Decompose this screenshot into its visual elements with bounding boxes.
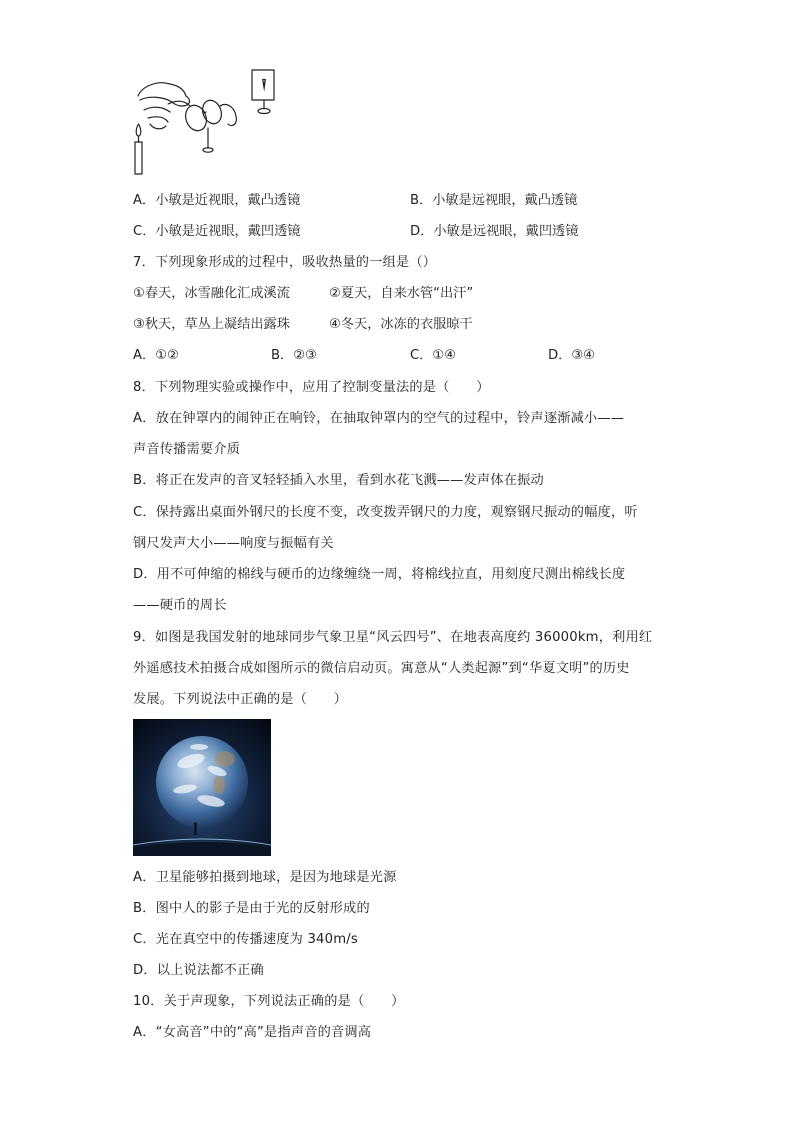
q9-option-d: D．以上说法都不正确 [133,963,264,978]
q9-option-a: A．卫星能够拍摄到地球，是因为地球是光源 [133,870,397,885]
q7-item-4: ④冬天，冰冻的衣服晾干 [329,317,473,332]
earth-satellite-image [133,719,271,856]
q7-item-3: ③秋天，草丛上凝结出露珠 [133,317,290,332]
q8-line: 钢尺发声大小——响度与振幅有关 [133,536,334,551]
q7-option-d: D．③④ [548,348,595,363]
q6-option-b: B．小敏是远视眼，戴凸透镜 [410,193,578,208]
q8-stem: 8．下列物理实验或操作中，应用了控制变量法的是（ ） [133,380,490,395]
q6-option-a: A．小敏是近视眼，戴凸透镜 [133,193,301,208]
q7-option-a: A．①② [133,348,179,363]
q9-stem-line: 9．如图是我国发射的地球同步气象卫星“风云四号”、在地表高度约 36000km，利用红 [133,630,653,645]
q6-option-d: D．小敏是远视眼，戴凹透镜 [410,224,579,239]
q7-option-b: B．②③ [271,348,317,363]
q7-option-c: C．①④ [410,348,457,363]
q8-line: B．将正在发声的音叉轻轻插入水里，看到水花飞溅——发声体在振动 [133,473,544,488]
q8-line: C．保持露出桌面外钢尺的长度不变，改变拨弄钢尺的力度，观察钢尺振动的幅度，听 [133,505,638,520]
q9-option-c: C．光在真空中的传播速度为 340m/s [133,932,358,947]
q9-stem-line: 外遥感技术拍摄合成如图所示的微信启动页。寓意从“人类起源”到“华夏文明”的历史 [133,661,630,676]
q8-line: 声音传播需要介质 [133,442,241,457]
q7-item-2: ②夏天，自来水管“出汗” [329,286,474,301]
q7-item-1: ①春天，冰雪融化汇成溪流 [133,286,290,301]
q7-stem: 7．下列现象形成的过程中，吸收热量的一组是（） [133,255,437,270]
q10-option-a: A．“女高音”中的“高”是指声音的音调高 [133,1025,372,1040]
q9-option-b: B．图中人的影子是由于光的反射形成的 [133,901,370,916]
q8-line: A．放在钟罩内的闹钟正在响铃，在抽取钟罩内的空气的过程中，铃声逐渐减小—— [133,411,625,426]
q9-stem-line: 发展。下列说法中正确的是（ ） [133,692,348,707]
q8-line: ——硬币的周长 [133,598,227,613]
q8-line: D．用不可伸缩的棉线与硬币的边缘缠绕一周，将棉线拉直，用刻度尺测出棉线长度 [133,567,626,582]
lens-experiment-figure [128,66,288,178]
q6-option-c: C．小敏是近视眼，戴凹透镜 [133,224,301,239]
q10-stem: 10．关于声现象，下列说法正确的是（ ） [133,994,405,1009]
